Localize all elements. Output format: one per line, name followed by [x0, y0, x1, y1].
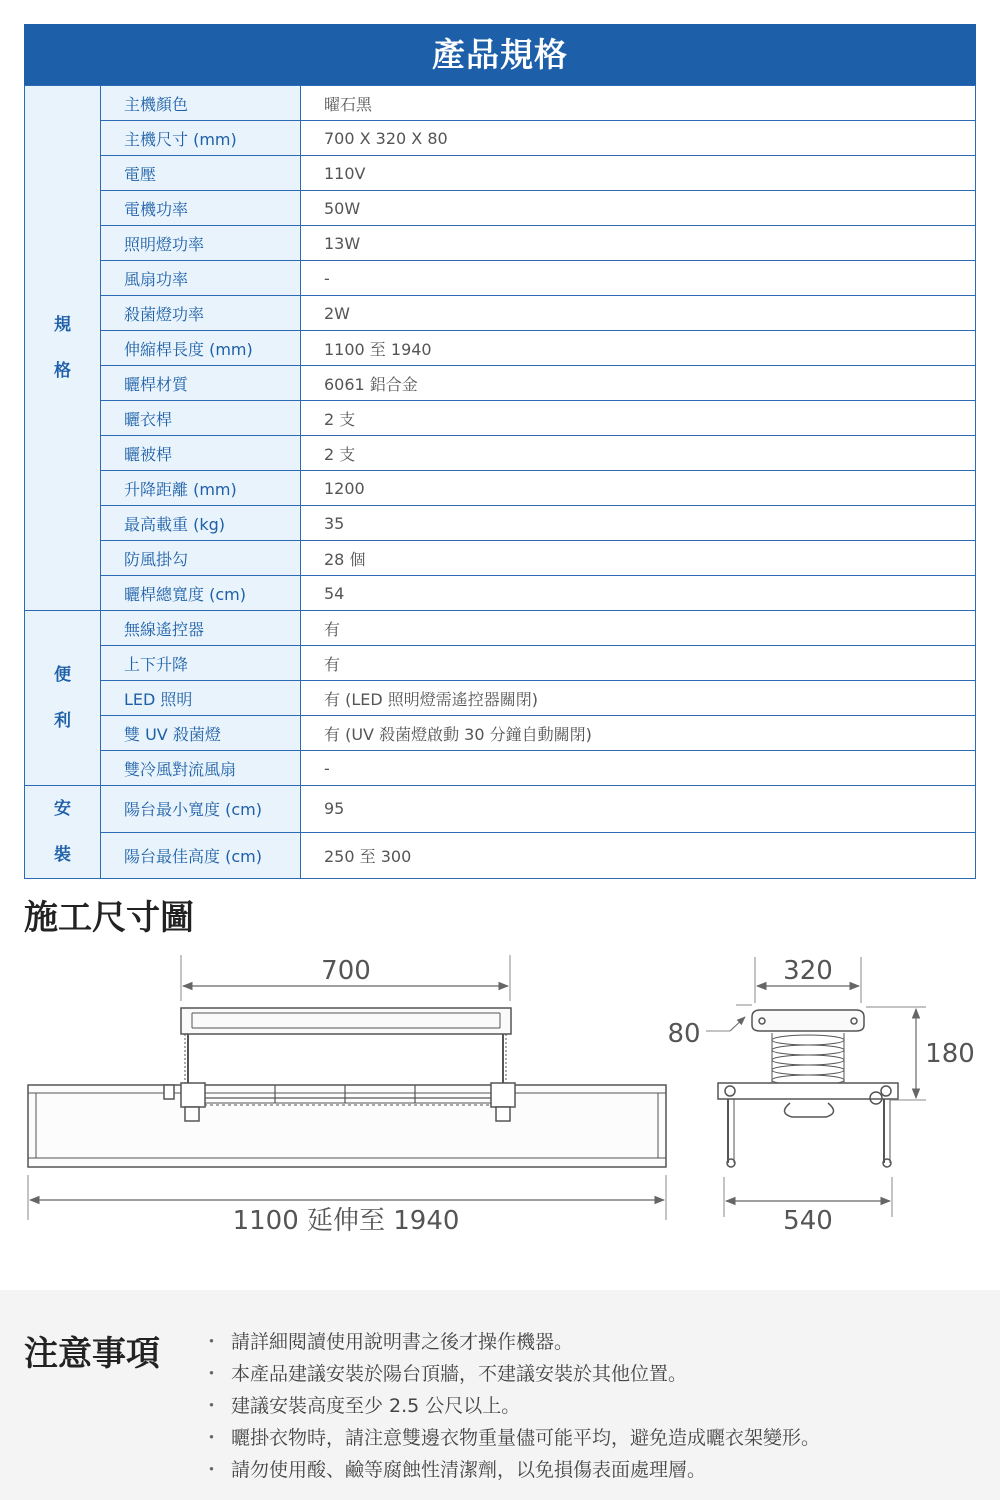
spec-label: 主機尺寸 (mm): [101, 121, 301, 156]
spec-value: 250 至 300: [301, 832, 976, 879]
note-item: [202, 1454, 820, 1486]
spec-label: 曬衣桿: [101, 401, 301, 436]
spec-row: [25, 541, 976, 576]
spec-row: [25, 832, 976, 879]
spec-value: 700 X 320 X 80: [301, 121, 976, 156]
dim-label-rod-length: 1100 延伸至 1940: [232, 1206, 460, 1236]
spec-row: [25, 366, 976, 401]
bullet-icon: ・: [202, 1363, 222, 1385]
spec-label: 主機顏色: [101, 86, 301, 121]
note-text: 曬掛衣物時，請注意雙邊衣物重量儘可能平均，避免造成曬衣架變形。: [231, 1427, 821, 1449]
spec-row: [25, 471, 976, 506]
spec-row: [25, 331, 976, 366]
spec-group-cell: [25, 611, 101, 786]
spec-row: [25, 576, 976, 611]
spec-group-name: 安裝: [54, 799, 71, 865]
spec-table: [24, 85, 976, 879]
spec-group-cell: [25, 86, 101, 611]
spec-row: [25, 401, 976, 436]
spec-value: 28 個: [301, 541, 976, 576]
spec-value: 2W: [301, 296, 976, 331]
note-text: 請詳細閱讀使用說明書之後才操作機器。: [231, 1331, 574, 1353]
spec-label: 無線遙控器: [101, 611, 301, 646]
note-text: 本產品建議安裝於陽台頂牆，不建議安裝於其他位置。: [231, 1363, 688, 1385]
spec-value: 2 支: [301, 401, 976, 436]
notes-list: [202, 1326, 820, 1486]
spec-group-name: 便利: [54, 665, 71, 731]
dim-label-700: 700: [321, 956, 371, 986]
dim-label-80: 80: [667, 1019, 701, 1049]
note-text: 請勿使用酸、鹼等腐蝕性清潔劑，以免損傷表面處理層。: [231, 1459, 707, 1481]
note-item: [202, 1422, 820, 1454]
spec-label: 陽台最小寬度 (cm): [101, 786, 301, 833]
spec-label: 電壓: [101, 156, 301, 191]
spec-value: 曜石黑: [301, 86, 976, 121]
dim-label-180: 180: [925, 1039, 975, 1069]
spec-row: [25, 226, 976, 261]
bullet-icon: ・: [202, 1331, 222, 1353]
spec-label: 陽台最佳高度 (cm): [101, 832, 301, 879]
spec-label: 上下升降: [101, 646, 301, 681]
spec-table-section: [24, 24, 976, 879]
spec-value: 有 (LED 照明燈需遙控器關閉): [301, 681, 976, 716]
spec-label: 雙冷風對流風扇: [101, 751, 301, 786]
notes-section: [0, 1290, 1000, 1500]
spec-row: [25, 86, 976, 121]
spec-label: 曬桿材質: [101, 366, 301, 401]
spec-value: 95: [301, 786, 976, 833]
spec-value: 1100 至 1940: [301, 331, 976, 366]
spec-row: [25, 121, 976, 156]
front-view: [28, 955, 666, 1220]
side-view: [706, 957, 926, 1217]
bullet-icon: ・: [202, 1395, 222, 1417]
spec-value: 54: [301, 576, 976, 611]
spec-value: 6061 鋁合金: [301, 366, 976, 401]
spec-label: 曬桿總寬度 (cm): [101, 576, 301, 611]
spec-group-name: 規格: [54, 315, 71, 381]
note-item: [202, 1358, 820, 1390]
spec-label: 雙 UV 殺菌燈: [101, 716, 301, 751]
spec-label: 風扇功率: [101, 261, 301, 296]
spec-row: [25, 646, 976, 681]
spec-label: 防風掛勾: [101, 541, 301, 576]
spec-value: 有: [301, 611, 976, 646]
spec-value: 有: [301, 646, 976, 681]
note-item: [202, 1326, 820, 1358]
dim-label-540: 540: [783, 1206, 833, 1236]
spec-label: 電機功率: [101, 191, 301, 226]
spec-row: [25, 261, 976, 296]
spec-value: 2 支: [301, 436, 976, 471]
spec-value: 50W: [301, 191, 976, 226]
spec-label: 最高載重 (kg): [101, 506, 301, 541]
note-item: [202, 1390, 820, 1422]
spec-value: -: [301, 751, 976, 786]
notes-title: 注意事項: [24, 1334, 160, 1374]
spec-row: [25, 681, 976, 716]
note-text: 建議安裝高度至少 2.5 公尺以上。: [231, 1395, 521, 1417]
spec-row: [25, 786, 976, 833]
installation-diagram: [0, 945, 1000, 1245]
spec-value: 110V: [301, 156, 976, 191]
spec-row: [25, 436, 976, 471]
bullet-icon: ・: [202, 1427, 222, 1449]
spec-row: [25, 751, 976, 786]
spec-label: 曬被桿: [101, 436, 301, 471]
spec-group-cell: [25, 786, 101, 879]
spec-row: [25, 296, 976, 331]
bullet-icon: ・: [202, 1459, 222, 1481]
spec-row: [25, 716, 976, 751]
spec-row: [25, 611, 976, 646]
spec-value: 13W: [301, 226, 976, 261]
spec-value: 有 (UV 殺菌燈啟動 30 分鐘自動關閉): [301, 716, 976, 751]
spec-label: 照明燈功率: [101, 226, 301, 261]
spec-label: 殺菌燈功率: [101, 296, 301, 331]
dim-label-320: 320: [783, 956, 833, 986]
spec-value: 35: [301, 506, 976, 541]
spec-label: LED 照明: [101, 681, 301, 716]
spec-value: -: [301, 261, 976, 296]
spec-value: 1200: [301, 471, 976, 506]
spec-label: 伸縮桿長度 (mm): [101, 331, 301, 366]
spec-row: [25, 506, 976, 541]
spec-row: [25, 191, 976, 226]
spec-label: 升降距離 (mm): [101, 471, 301, 506]
spec-row: [25, 156, 976, 191]
spec-title: 產品規格: [24, 24, 976, 85]
diagram-title: 施工尺寸圖: [24, 898, 194, 938]
